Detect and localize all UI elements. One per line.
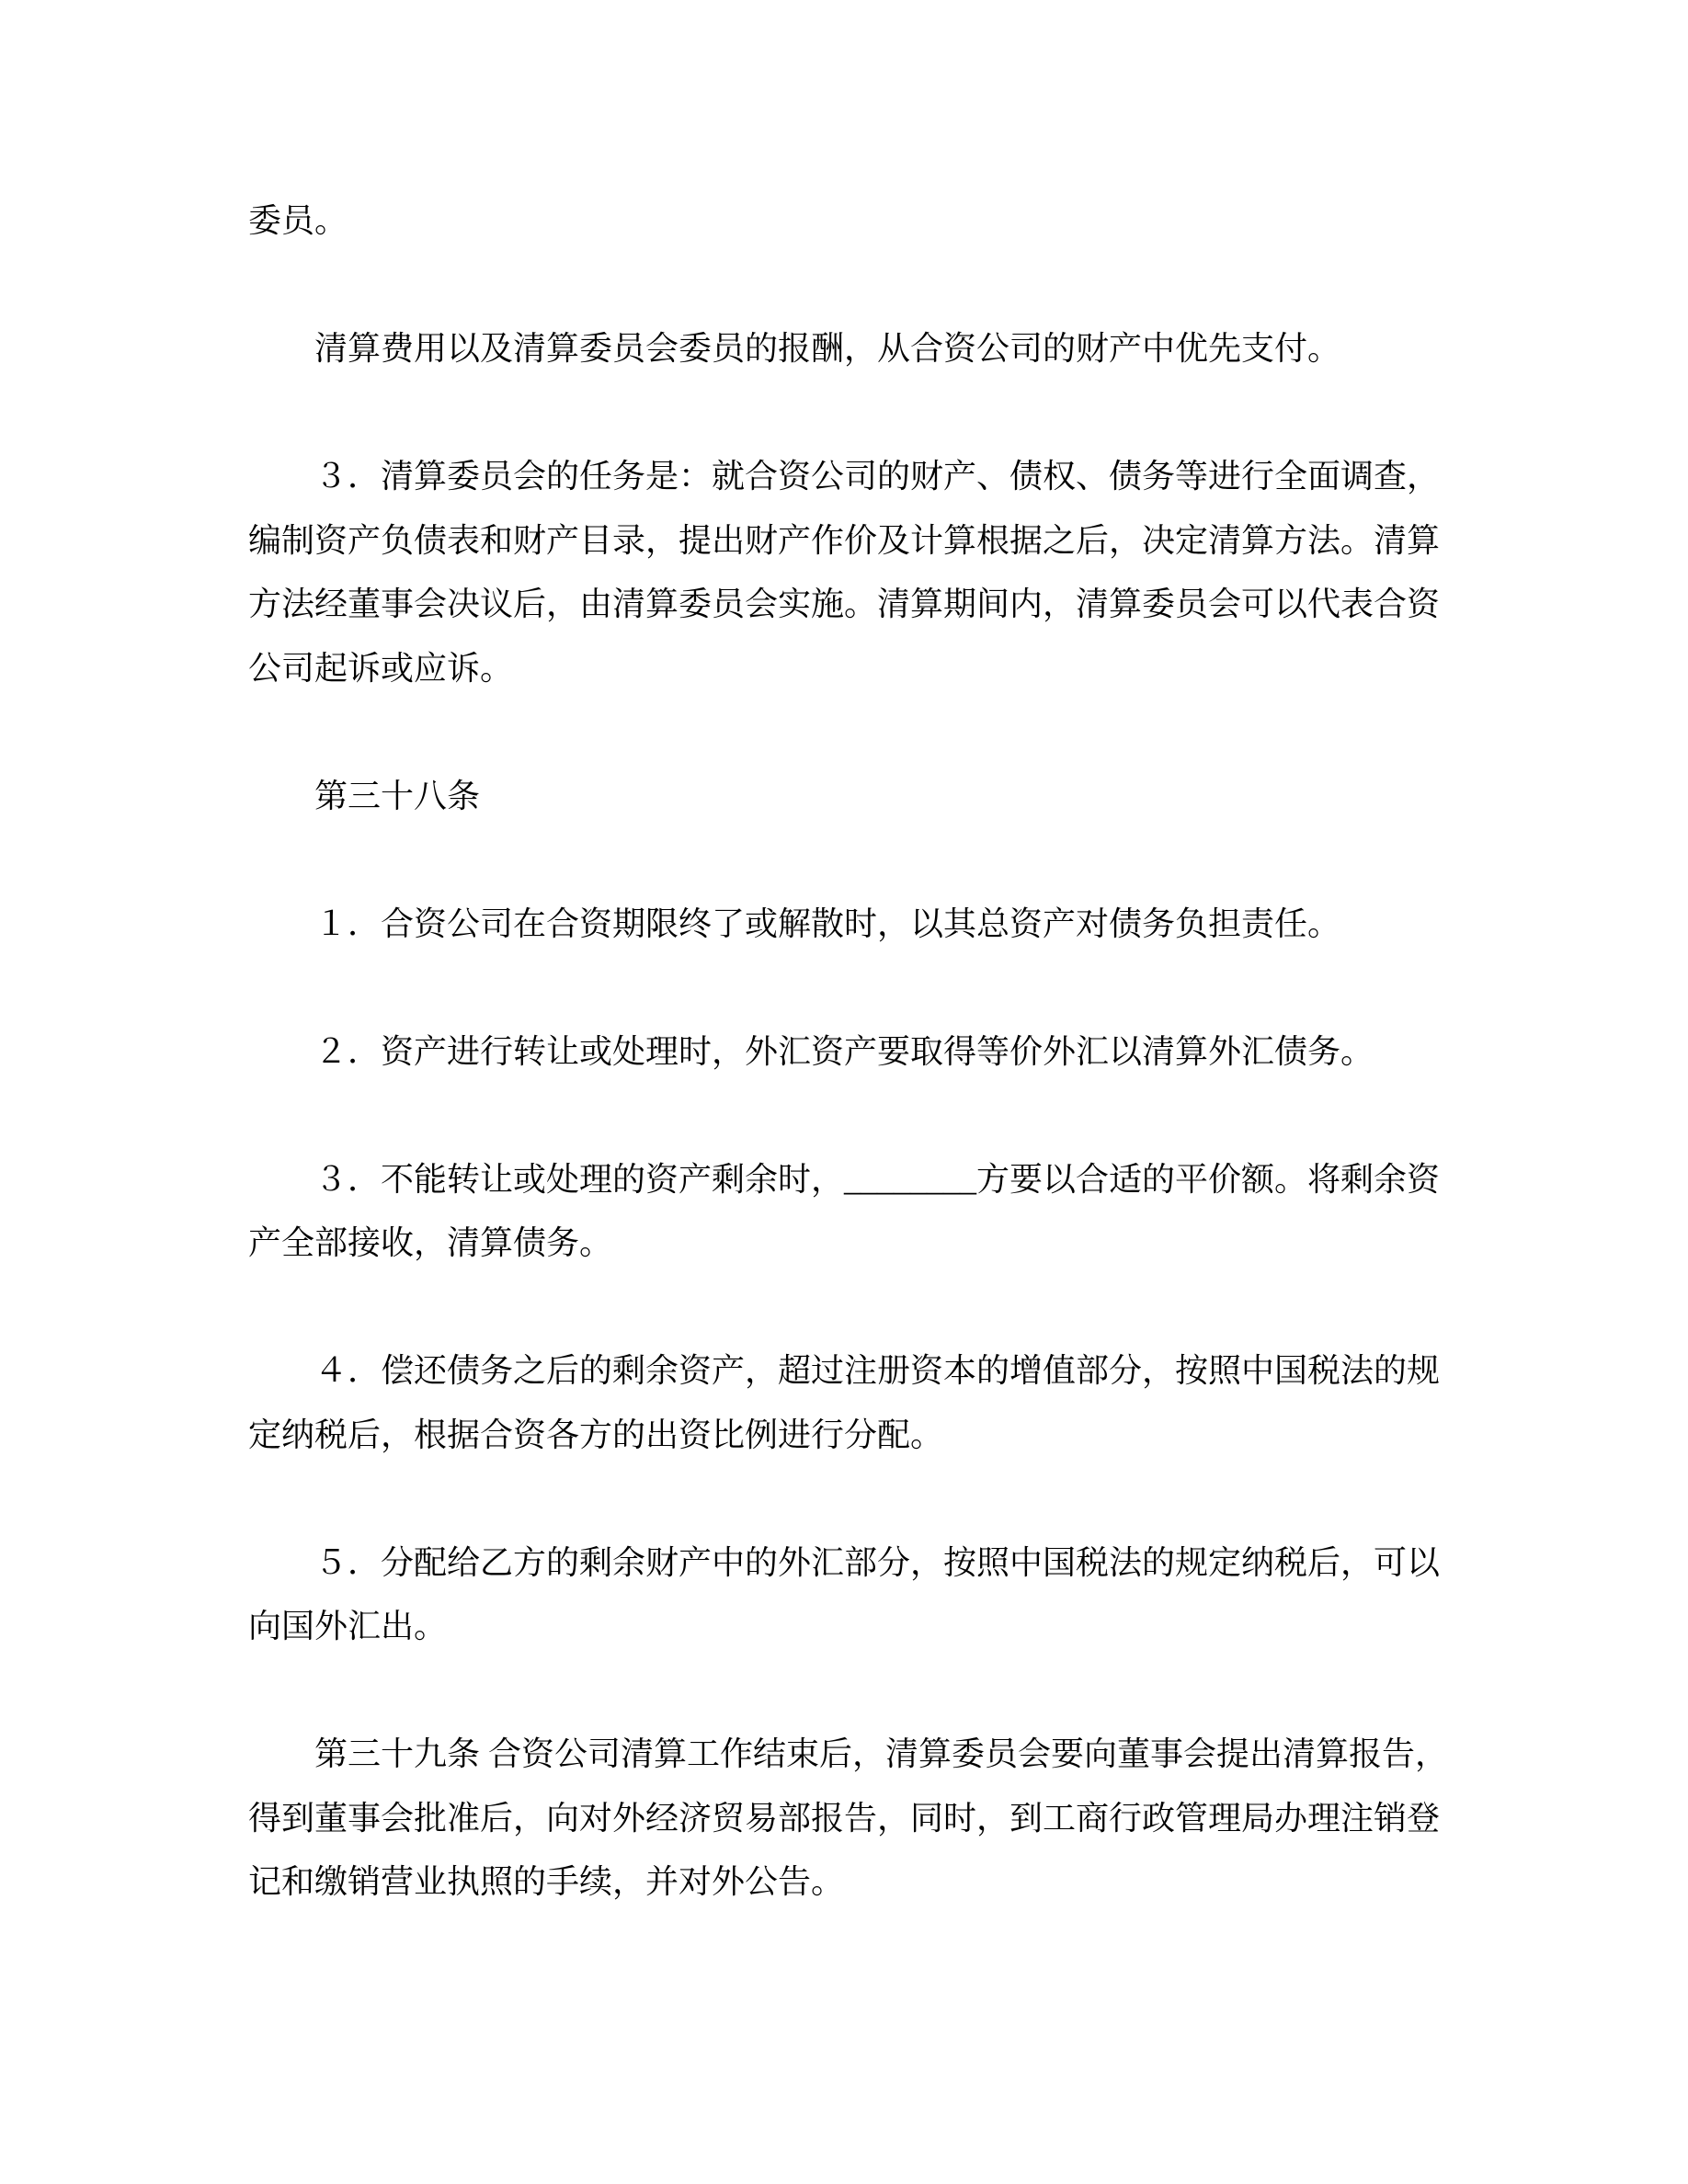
list-item-5	[248, 1531, 1440, 1659]
text-line: 公司起诉或应诉。	[248, 649, 514, 687]
list-item-1	[248, 893, 1440, 957]
text-line: 编制资产负债表和财产目录，提出财产作价及计算根据之后，决定清算方法。清算	[248, 521, 1441, 559]
paragraph-article-39	[248, 1723, 1449, 1915]
text-line: ３．清算委员会的任务是：就合资公司的财产、债权、债务等进行全面调查，	[314, 458, 1441, 495]
text-line: 第三十八条	[314, 777, 481, 814]
list-item-2	[248, 1020, 1440, 1085]
list-item-3-with-blank-underline	[248, 1148, 1440, 1276]
text-line: 定纳税后，根据合资各方的出资比例进行分配。	[248, 1416, 944, 1453]
text-line: 方法经董事会决议后，由清算委员会实施。清算期间内，清算委员会可以代表合资	[248, 586, 1441, 622]
paragraph-continuation	[248, 189, 1440, 254]
text-line: ３．不能转让或处理的资产剩余时，________方要以合适的平价额。将剩余资	[314, 1160, 1441, 1198]
text-line: 清算费用以及清算委员会委员的报酬，从合资公司的财产中优先支付。	[314, 330, 1341, 367]
text-line: 产全部接收，清算债务。	[248, 1224, 613, 1261]
text-line: 向国外汇出。	[248, 1608, 448, 1644]
paragraph-item-3-committee-tasks	[248, 445, 1440, 700]
text-line: 第三十九条 合资公司清算工作结束后，清算委员会要向董事会提出清算报告，	[314, 1735, 1449, 1772]
paragraph-liquidation-expenses	[248, 317, 1440, 381]
heading-article-38	[248, 765, 1440, 829]
text-line: 委员。	[248, 202, 348, 239]
text-line: ５．分配给乙方的剩余财产中的外汇部分，按照中国税法的规定纳税后，可以	[314, 1543, 1441, 1581]
text-line: 得到董事会批准后，向对外经济贸易部报告，同时，到工商行政管理局办理注销登	[248, 1799, 1441, 1837]
text-line: ４．偿还债务之后的剩余资产，超过注册资本的增值部分，按照中国税法的规	[314, 1352, 1441, 1389]
text-line: 记和缴销营业执照的手续，并对外公告。	[248, 1863, 845, 1900]
list-item-4	[248, 1339, 1440, 1467]
text-line: １．合资公司在合资期限终了或解散时，以其总资产对债务负担责任。	[314, 904, 1341, 942]
text-line: ２．资产进行转让或处理时，外汇资产要取得等价外汇以清算外汇债务。	[314, 1032, 1374, 1070]
